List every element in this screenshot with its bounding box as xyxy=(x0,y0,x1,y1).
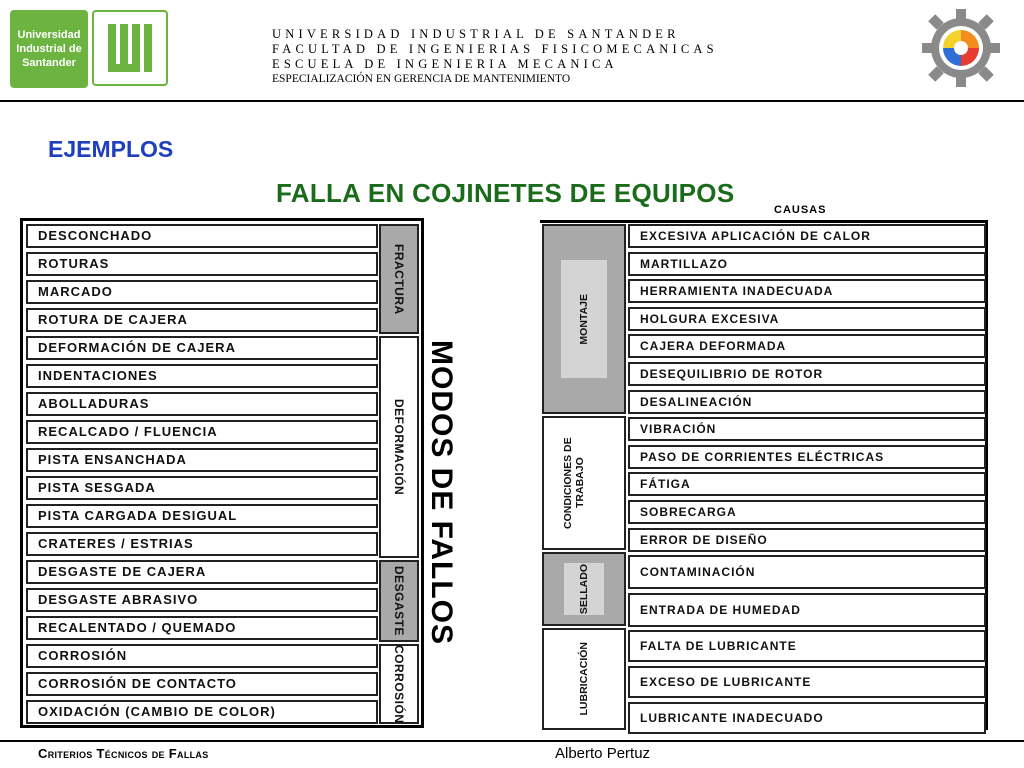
cause-row: DESALINEACIÓN xyxy=(628,390,986,414)
header-line-3: ESCUELA DE INGENIERIA MECANICA xyxy=(272,57,618,71)
mode-row: RECALENTADO / QUEMADO xyxy=(26,616,378,640)
gear-logo-icon xyxy=(918,5,1004,91)
mode-row: MARCADO xyxy=(26,280,378,304)
header-line-1: UNIVERSIDAD INDUSTRIAL DE SANTANDER xyxy=(272,27,680,41)
cause-row: CAJERA DEFORMADA xyxy=(628,334,986,358)
uis-logo-icon xyxy=(92,10,168,86)
mode-group-label: DESGASTE xyxy=(392,565,406,636)
page-title: FALLA EN COJINETES DE EQUIPOS xyxy=(276,178,735,208)
cause-group-label: CONDICIONES DE TRABAJO xyxy=(562,437,586,529)
cause-row: PASO DE CORRIENTES ELÉCTRICAS xyxy=(628,445,986,469)
section-heading: EJEMPLOS xyxy=(48,136,174,162)
mode-row: ROTURAS xyxy=(26,252,378,276)
cause-group-montaje xyxy=(542,224,626,414)
logo-line-1: Universidad xyxy=(17,29,81,41)
cause-group-label: MONTAJE xyxy=(578,293,590,345)
mode-row: CORROSIÓN DE CONTACTO xyxy=(26,672,378,696)
footer-author: Alberto Pertuz xyxy=(555,745,651,762)
footer-course-title: Criterios Técnicos de Fallas xyxy=(38,746,209,761)
cause-row: EXCESIVA APLICACIÓN DE CALOR xyxy=(628,224,986,248)
mode-row: ROTURA DE CAJERA xyxy=(26,308,378,332)
cause-row: DESEQUILIBRIO DE ROTOR xyxy=(628,362,986,386)
mode-row: ABOLLADURAS xyxy=(26,392,378,416)
header-line-4: ESPECIALIZACIÓN EN GERENCIA DE MANTENIMIENTO xyxy=(272,73,571,85)
cause-row: CONTAMINACIÓN xyxy=(628,555,986,589)
header-divider xyxy=(0,100,1024,102)
logo-line-3: Santander xyxy=(22,57,76,69)
logo-line-2: Industrial de xyxy=(16,43,82,55)
cause-row: HOLGURA EXCESIVA xyxy=(628,307,986,331)
cause-row: FÁTIGA xyxy=(628,472,986,496)
cause-group-label-box xyxy=(564,563,604,615)
causes-table xyxy=(540,204,988,730)
cause-row: ENTRADA DE HUMEDAD xyxy=(628,593,986,627)
mode-row: CRATERES / ESTRIAS xyxy=(26,532,378,556)
cause-row: FALTA DE LUBRICANTE xyxy=(628,630,986,662)
cause-group-label: SELLADO xyxy=(578,563,590,615)
failure-modes-list xyxy=(26,224,378,728)
cause-row: SOBRECARGA xyxy=(628,500,986,524)
cause-row: EXCESO DE LUBRICANTE xyxy=(628,666,986,698)
failure-modes-vertical-label: MODOS DE FALLOS xyxy=(425,340,458,646)
university-logo xyxy=(10,10,88,88)
header-line-2: FACULTAD DE INGENIERIAS FISICOMECANICAS xyxy=(272,42,718,56)
causes-list xyxy=(628,224,986,737)
mode-row: CORROSIÓN xyxy=(26,644,378,668)
header-text-block xyxy=(272,27,718,87)
mode-row: DESGASTE DE CAJERA xyxy=(26,560,378,584)
mode-row: DESCONCHADO xyxy=(26,224,378,248)
mode-group-label: FRACTURA xyxy=(392,243,406,315)
cause-group-label-box xyxy=(561,260,607,378)
mode-group-fractura xyxy=(379,224,419,334)
mode-group-label: CORROSIÓN xyxy=(392,644,406,724)
cause-row: MARTILLAZO xyxy=(628,252,986,276)
mode-row: PISTA CARGADA DESIGUAL xyxy=(26,504,378,528)
cause-group-sellado xyxy=(542,552,626,626)
cause-group-label: LUBRICACIÓN xyxy=(578,642,590,716)
mode-group-desgaste xyxy=(379,560,419,642)
mode-group-corrosion xyxy=(379,644,419,724)
mode-row: INDENTACIONES xyxy=(26,364,378,388)
cause-group-condiciones xyxy=(542,416,626,550)
mode-row: PISTA ENSANCHADA xyxy=(26,448,378,472)
mode-row: OXIDACIÓN (CAMBIO DE COLOR) xyxy=(26,700,378,724)
mode-row: PISTA SESGADA xyxy=(26,476,378,500)
mode-group-label: DEFORMACIÓN xyxy=(392,398,406,496)
failure-modes-table xyxy=(20,218,424,728)
cause-group-lubricacion xyxy=(542,628,626,730)
causes-heading: CAUSAS xyxy=(774,204,827,216)
cause-row: VIBRACIÓN xyxy=(628,417,986,441)
cause-row: LUBRICANTE INADECUADO xyxy=(628,702,986,734)
footer-divider xyxy=(0,740,1024,742)
cause-row: ERROR DE DISEÑO xyxy=(628,528,986,552)
mode-row: RECALCADO / FLUENCIA xyxy=(26,420,378,444)
mode-row: DESGASTE ABRASIVO xyxy=(26,588,378,612)
cause-row: HERRAMIENTA INADECUADA xyxy=(628,279,986,303)
mode-group-deformacion xyxy=(379,336,419,558)
mode-row: DEFORMACIÓN DE CAJERA xyxy=(26,336,378,360)
